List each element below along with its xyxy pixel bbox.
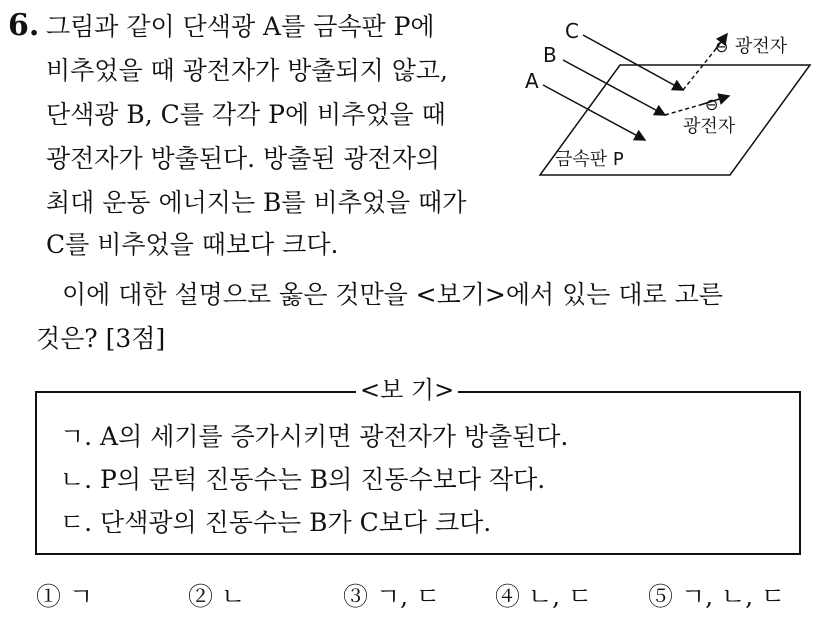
choice-2[interactable]: ② ㄴ bbox=[188, 582, 246, 611]
electron-symbol-2: ⊖ bbox=[705, 95, 719, 114]
label-c: C bbox=[565, 19, 579, 43]
ray-a bbox=[543, 85, 645, 140]
stem-line-4: 광전자가 방출된다. 방출된 광전자의 bbox=[46, 144, 441, 173]
electron-path-1 bbox=[683, 50, 715, 90]
choice-3[interactable]: ③ ㄱ, ㄷ bbox=[343, 582, 441, 611]
stem-line-1: 그림과 같이 단색광 A를 금속판 P에 bbox=[46, 12, 435, 41]
bogi-item-1: ㄱ. A의 세기를 증가시키면 광전자가 방출된다. bbox=[60, 422, 569, 451]
label-electron-1: 광전자 bbox=[735, 36, 788, 57]
stem-line-3: 단색광 B, C를 각각 P에 비추었을 때 bbox=[46, 100, 446, 129]
photoelectric-figure bbox=[515, 10, 815, 190]
stem-line-2: 비추었을 때 광전자가 방출되지 않고, bbox=[46, 56, 448, 85]
stem-line-6: C를 비추었을 때보다 크다. bbox=[46, 230, 339, 259]
bogi-title: <보 기> bbox=[356, 378, 458, 402]
prompt-line-1: 이에 대한 설명으로 옳은 것만을 <보기>에서 있는 대로 고른 bbox=[62, 280, 723, 309]
electron-symbol-1: ⊖ bbox=[715, 37, 729, 56]
choice-5[interactable]: ⑤ ㄱ, ㄴ, ㄷ bbox=[648, 582, 786, 611]
bogi-item-3: ㄷ. 단색광의 진동수는 B가 C보다 크다. bbox=[60, 508, 492, 537]
label-plate: 금속판 P bbox=[555, 149, 624, 170]
question-number: 6. bbox=[8, 8, 40, 43]
prompt-line-2: 것은? [3점] bbox=[36, 324, 166, 353]
ray-b bbox=[563, 60, 665, 115]
choice-4[interactable]: ④ ㄴ, ㄷ bbox=[495, 582, 593, 611]
electron-path-2 bbox=[665, 105, 700, 115]
label-electron-2: 광전자 bbox=[683, 116, 736, 137]
bogi-item-2: ㄴ. P의 문턱 진동수는 B의 진동수보다 작다. bbox=[60, 465, 546, 494]
stem-line-5: 최대 운동 에너지는 B를 비추었을 때가 bbox=[46, 188, 467, 217]
label-b: B bbox=[543, 43, 557, 67]
ray-c bbox=[583, 35, 683, 90]
label-a: A bbox=[525, 69, 539, 93]
choice-1[interactable]: ① ㄱ bbox=[36, 582, 94, 611]
